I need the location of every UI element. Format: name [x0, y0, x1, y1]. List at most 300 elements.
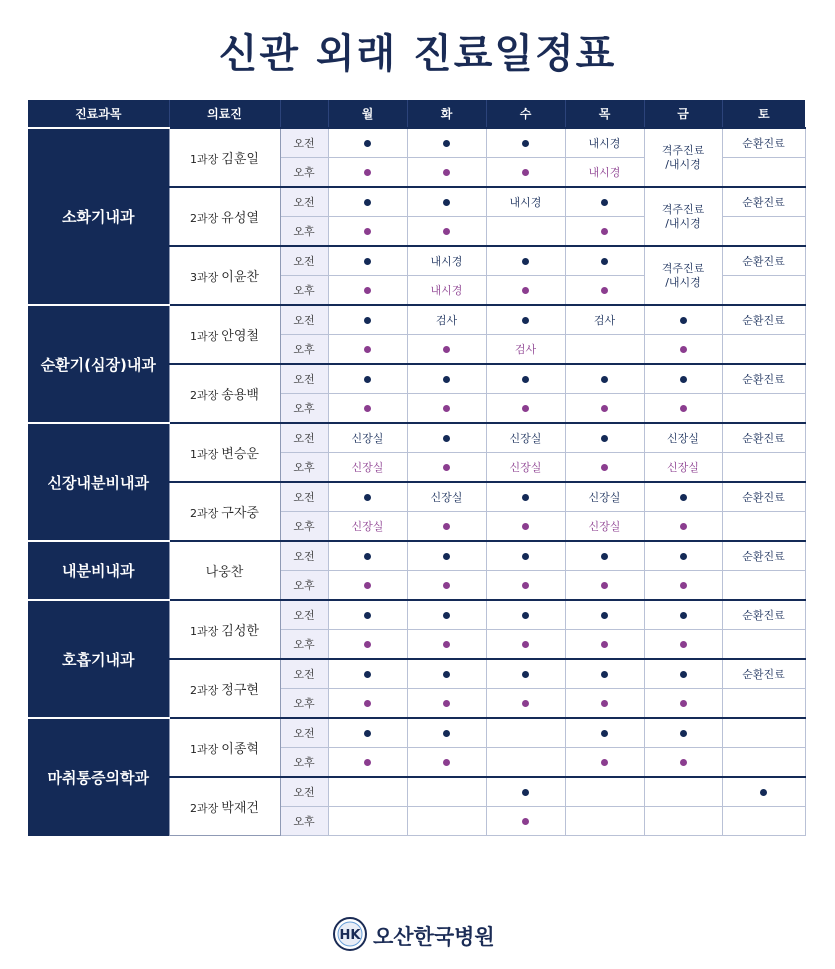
clinic-dot-icon — [364, 287, 371, 294]
schedule-cell — [722, 748, 805, 778]
clinic-dot-icon — [443, 553, 450, 560]
clinic-dot-icon — [601, 612, 608, 619]
emblem-letters: HK — [339, 928, 361, 943]
clinic-dot-icon — [522, 612, 529, 619]
time-label: 오후 — [280, 512, 328, 542]
clinic-dot-icon — [601, 700, 608, 707]
schedule-cell — [565, 423, 644, 453]
clinic-dot-icon — [522, 140, 529, 147]
schedule-cell — [328, 748, 407, 778]
time-label: 오후 — [280, 335, 328, 365]
clinic-dot-icon — [601, 287, 608, 294]
time-label: 오후 — [280, 394, 328, 424]
clinic-dot-icon — [364, 317, 371, 324]
schedule-cell — [407, 128, 486, 158]
schedule-cell — [644, 571, 722, 601]
schedule-cell — [565, 158, 644, 188]
doctor-cell — [169, 364, 280, 423]
schedule-cell — [644, 689, 722, 719]
schedule-cell — [565, 453, 644, 483]
schedule-cell — [407, 600, 486, 630]
department-name: 내분비내과 — [28, 541, 169, 600]
schedule-cell — [722, 364, 805, 394]
schedule-cell — [565, 276, 644, 306]
schedule-cell — [407, 335, 486, 365]
doctor-cell — [169, 128, 280, 187]
doctor-name: 안영철 — [221, 329, 259, 344]
clinic-dot-icon — [443, 405, 450, 412]
clinic-dot-icon — [522, 553, 529, 560]
schedule-cell — [328, 453, 407, 483]
clinic-dot-icon — [601, 228, 608, 235]
clinic-dot-icon — [443, 759, 450, 766]
schedule-cell-merged — [644, 128, 722, 187]
schedule-note: 신장실 — [588, 491, 621, 504]
schedule-cell — [722, 246, 805, 276]
clinic-dot-icon — [443, 641, 450, 648]
doctor-name: 박재건 — [221, 801, 259, 816]
schedule-cell — [486, 364, 565, 394]
doctor-cell — [169, 718, 280, 777]
schedule-cell — [644, 512, 722, 542]
schedule-cell — [565, 659, 644, 689]
clinic-dot-icon — [601, 258, 608, 265]
schedule-cell — [328, 689, 407, 719]
schedule-note: 내시경 — [588, 137, 621, 150]
schedule-cell — [565, 630, 644, 660]
schedule-cell — [644, 364, 722, 394]
schedule-cell — [644, 659, 722, 689]
hospital-name: 오산한국병원 — [373, 925, 495, 949]
schedule-cell — [407, 541, 486, 571]
schedule-cell — [328, 512, 407, 542]
schedule-cell — [565, 689, 644, 719]
clinic-dot-icon — [601, 464, 608, 471]
clinic-dot-icon — [680, 612, 687, 619]
schedule-row-am — [28, 423, 805, 453]
schedule-cell — [565, 246, 644, 276]
schedule-cell — [486, 394, 565, 424]
schedule-cell — [407, 482, 486, 512]
doctor-cell — [169, 423, 280, 482]
clinic-dot-icon — [364, 700, 371, 707]
doctor-name: 송용백 — [221, 388, 259, 403]
doctor-title: 1과장 — [190, 625, 219, 638]
doctor-cell — [169, 600, 280, 659]
schedule-row-am — [28, 305, 805, 335]
doctor-cell — [169, 305, 280, 364]
schedule-cell — [328, 541, 407, 571]
schedule-note: 신장실 — [351, 520, 384, 533]
schedule-cell — [722, 305, 805, 335]
schedule-table — [28, 100, 806, 836]
schedule-cell — [407, 453, 486, 483]
schedule-cell — [486, 512, 565, 542]
schedule-cell — [722, 659, 805, 689]
schedule-cell — [328, 187, 407, 217]
schedule-cell — [722, 689, 805, 719]
schedule-cell — [407, 423, 486, 453]
clinic-dot-icon — [601, 582, 608, 589]
clinic-dot-icon — [680, 494, 687, 501]
schedule-cell — [486, 659, 565, 689]
doctor-cell — [169, 541, 280, 600]
merged-line: /내시경 — [665, 157, 701, 171]
schedule-note: 내시경 — [430, 284, 463, 297]
clinic-dot-icon — [522, 818, 529, 825]
clinic-dot-icon — [522, 258, 529, 265]
doctor-name: 정구현 — [221, 683, 259, 698]
clinic-dot-icon — [522, 494, 529, 501]
schedule-row-am — [28, 600, 805, 630]
schedule-note: 신장실 — [509, 432, 542, 445]
schedule-cell — [328, 394, 407, 424]
schedule-note: 검사 — [514, 343, 537, 356]
schedule-note: 검사 — [435, 314, 458, 327]
schedule-cell — [407, 394, 486, 424]
clinic-dot-icon — [601, 759, 608, 766]
schedule-note: 신장실 — [667, 432, 699, 445]
clinic-dot-icon — [601, 553, 608, 560]
schedule-note: 신장실 — [351, 461, 384, 474]
clinic-dot-icon — [522, 523, 529, 530]
schedule-cell — [407, 777, 486, 807]
schedule-cell — [407, 571, 486, 601]
schedule-cell — [722, 187, 805, 217]
schedule-cell — [722, 630, 805, 660]
clinic-dot-icon — [522, 405, 529, 412]
header-cell: 목 — [565, 100, 644, 128]
clinic-dot-icon — [680, 317, 687, 324]
clinic-dot-icon — [364, 553, 371, 560]
schedule-cell — [565, 807, 644, 836]
doctor-title: 1과장 — [190, 448, 219, 461]
time-label: 오후 — [280, 807, 328, 836]
schedule-cell — [328, 158, 407, 188]
schedule-cell — [722, 423, 805, 453]
clinic-dot-icon — [364, 258, 371, 265]
doctor-cell — [169, 659, 280, 718]
schedule-cell — [407, 246, 486, 276]
clinic-dot-icon — [443, 346, 450, 353]
schedule-cell — [328, 335, 407, 365]
time-label: 오전 — [280, 541, 328, 571]
time-label: 오후 — [280, 689, 328, 719]
schedule-cell — [722, 807, 805, 836]
schedule-note: 순환진료 — [742, 668, 785, 681]
schedule-note: 순환진료 — [742, 432, 785, 445]
clinic-dot-icon — [364, 169, 371, 176]
schedule-cell — [565, 305, 644, 335]
schedule-cell — [407, 276, 486, 306]
schedule-note: 신장실 — [509, 461, 542, 474]
schedule-cell — [486, 453, 565, 483]
clinic-dot-icon — [522, 641, 529, 648]
time-label: 오후 — [280, 748, 328, 778]
merged-line: 격주진료 — [661, 143, 705, 157]
header-cell: 의료진 — [169, 100, 280, 128]
time-label: 오전 — [280, 423, 328, 453]
doctor-title: 1과장 — [190, 743, 219, 756]
time-label: 오전 — [280, 482, 328, 512]
schedule-cell — [486, 423, 565, 453]
clinic-dot-icon — [364, 494, 371, 501]
clinic-dot-icon — [364, 612, 371, 619]
schedule-cell — [644, 423, 722, 453]
header-cell: 토 — [722, 100, 805, 128]
schedule-cell — [722, 394, 805, 424]
doctor-name: 구자중 — [221, 506, 259, 521]
schedule-note: 내시경 — [588, 166, 621, 179]
schedule-cell — [328, 246, 407, 276]
schedule-note: 순환진료 — [742, 550, 785, 563]
schedule-cell — [486, 689, 565, 719]
schedule-cell — [722, 128, 805, 158]
clinic-dot-icon — [522, 582, 529, 589]
doctor-cell — [169, 246, 280, 305]
schedule-cell — [328, 659, 407, 689]
clinic-dot-icon — [680, 582, 687, 589]
time-label: 오후 — [280, 276, 328, 306]
doctor-title: 3과장 — [190, 271, 219, 284]
clinic-dot-icon — [680, 405, 687, 412]
schedule-cell — [407, 807, 486, 836]
schedule-body — [28, 128, 805, 836]
schedule-cell — [486, 807, 565, 836]
clinic-dot-icon — [680, 700, 687, 707]
schedule-cell — [565, 777, 644, 807]
clinic-dot-icon — [680, 523, 687, 530]
schedule-cell — [328, 600, 407, 630]
schedule-cell — [722, 335, 805, 365]
doctor-name: 이윤찬 — [221, 270, 259, 285]
clinic-dot-icon — [364, 405, 371, 412]
clinic-dot-icon — [680, 641, 687, 648]
doctor-name: 변승운 — [221, 447, 259, 462]
time-label: 오전 — [280, 600, 328, 630]
schedule-note: 순환진료 — [742, 491, 785, 504]
schedule-cell — [328, 217, 407, 247]
schedule-cell — [565, 128, 644, 158]
doctor-name: 김성한 — [221, 624, 259, 639]
header-row — [28, 100, 805, 128]
header-cell — [280, 100, 328, 128]
schedule-cell — [486, 305, 565, 335]
doctor-cell — [169, 187, 280, 246]
schedule-cell — [407, 158, 486, 188]
schedule-cell — [565, 217, 644, 247]
schedule-cell — [486, 158, 565, 188]
schedule-cell-merged — [644, 187, 722, 246]
schedule-cell — [486, 630, 565, 660]
schedule-cell — [722, 512, 805, 542]
schedule-cell — [486, 571, 565, 601]
schedule-cell — [644, 807, 722, 836]
schedule-cell — [722, 541, 805, 571]
clinic-dot-icon — [443, 612, 450, 619]
schedule-cell — [565, 335, 644, 365]
clinic-dot-icon — [522, 671, 529, 678]
schedule-cell — [722, 453, 805, 483]
schedule-cell — [328, 364, 407, 394]
time-label: 오전 — [280, 659, 328, 689]
schedule-cell — [328, 718, 407, 748]
schedule-note: 순환진료 — [742, 196, 785, 209]
clinic-dot-icon — [522, 376, 529, 383]
clinic-dot-icon — [522, 700, 529, 707]
doctor-cell — [169, 777, 280, 836]
schedule-cell — [407, 512, 486, 542]
merged-line: /내시경 — [665, 216, 701, 230]
doctor-name: 유성열 — [221, 211, 259, 226]
schedule-cell — [565, 541, 644, 571]
clinic-dot-icon — [443, 228, 450, 235]
schedule-cell — [486, 217, 565, 247]
clinic-dot-icon — [364, 228, 371, 235]
merged-line: /내시경 — [665, 275, 701, 289]
clinic-dot-icon — [601, 671, 608, 678]
clinic-dot-icon — [443, 435, 450, 442]
schedule-cell — [722, 718, 805, 748]
schedule-cell — [722, 777, 805, 807]
department-name: 신장내분비내과 — [28, 423, 169, 541]
schedule-cell — [486, 187, 565, 217]
time-label: 오전 — [280, 128, 328, 158]
schedule-note: 신장실 — [588, 520, 621, 533]
doctor-title: 2과장 — [190, 212, 219, 225]
time-label: 오전 — [280, 305, 328, 335]
clinic-dot-icon — [760, 789, 767, 796]
doctor-title: 1과장 — [190, 330, 219, 343]
doctor-name: 나웅찬 — [205, 565, 244, 580]
schedule-cell — [407, 305, 486, 335]
clinic-dot-icon — [601, 199, 608, 206]
time-label: 오전 — [280, 718, 328, 748]
schedule-cell — [644, 718, 722, 748]
schedule-cell — [644, 777, 722, 807]
clinic-dot-icon — [522, 169, 529, 176]
schedule-cell — [565, 364, 644, 394]
schedule-cell — [565, 600, 644, 630]
schedule-cell — [644, 748, 722, 778]
time-label: 오전 — [280, 246, 328, 276]
time-label: 오전 — [280, 364, 328, 394]
schedule-cell — [486, 748, 565, 778]
schedule-cell — [486, 335, 565, 365]
schedule-cell — [644, 541, 722, 571]
clinic-dot-icon — [443, 730, 450, 737]
clinic-dot-icon — [680, 376, 687, 383]
clinic-dot-icon — [364, 641, 371, 648]
schedule-cell — [328, 777, 407, 807]
schedule-cell — [722, 276, 805, 306]
schedule-cell — [407, 630, 486, 660]
schedule-cell — [565, 187, 644, 217]
header-cell: 화 — [407, 100, 486, 128]
schedule-cell — [644, 453, 722, 483]
header-cell: 수 — [486, 100, 565, 128]
doctor-name: 이종혁 — [221, 742, 259, 757]
schedule-cell — [644, 335, 722, 365]
schedule-note: 신장실 — [351, 432, 384, 445]
clinic-dot-icon — [443, 199, 450, 206]
schedule-cell — [722, 600, 805, 630]
clinic-dot-icon — [601, 376, 608, 383]
schedule-cell — [565, 748, 644, 778]
clinic-dot-icon — [364, 346, 371, 353]
clinic-dot-icon — [364, 730, 371, 737]
schedule-cell — [486, 482, 565, 512]
schedule-cell — [407, 659, 486, 689]
clinic-dot-icon — [364, 582, 371, 589]
schedule-cell — [328, 305, 407, 335]
clinic-dot-icon — [443, 464, 450, 471]
clinic-dot-icon — [522, 789, 529, 796]
schedule-note: 순환진료 — [742, 314, 785, 327]
schedule-cell — [407, 217, 486, 247]
schedule-note: 순환진료 — [742, 609, 785, 622]
schedule-note: 신장실 — [430, 491, 463, 504]
department-name: 마취통증의학과 — [28, 718, 169, 836]
clinic-dot-icon — [443, 700, 450, 707]
doctor-title: 2과장 — [190, 684, 219, 697]
schedule-cell — [644, 600, 722, 630]
schedule-note: 순환진료 — [742, 255, 785, 268]
schedule-cell — [328, 423, 407, 453]
department-name: 소화기내과 — [28, 128, 169, 305]
clinic-dot-icon — [680, 671, 687, 678]
schedule-row-am — [28, 541, 805, 571]
clinic-dot-icon — [680, 553, 687, 560]
schedule-note: 내시경 — [509, 196, 542, 209]
schedule-note: 순환진료 — [742, 373, 785, 386]
schedule-cell — [328, 276, 407, 306]
clinic-dot-icon — [443, 169, 450, 176]
clinic-dot-icon — [443, 140, 450, 147]
schedule-cell — [722, 217, 805, 247]
clinic-dot-icon — [601, 405, 608, 412]
clinic-dot-icon — [364, 759, 371, 766]
schedule-cell — [407, 689, 486, 719]
time-label: 오후 — [280, 630, 328, 660]
schedule-cell — [565, 482, 644, 512]
schedule-note: 내시경 — [430, 255, 463, 268]
schedule-cell — [644, 630, 722, 660]
schedule-cell — [565, 718, 644, 748]
schedule-cell-merged — [644, 246, 722, 305]
header-cell: 금 — [644, 100, 722, 128]
clinic-dot-icon — [364, 199, 371, 206]
clinic-dot-icon — [443, 671, 450, 678]
schedule-cell — [722, 571, 805, 601]
schedule-cell — [565, 512, 644, 542]
schedule-cell — [486, 600, 565, 630]
department-name: 호흡기내과 — [28, 600, 169, 718]
schedule-note: 신장실 — [667, 461, 699, 474]
merged-line: 격주진료 — [661, 202, 705, 216]
schedule-cell — [407, 187, 486, 217]
clinic-dot-icon — [522, 317, 529, 324]
page-title: 신관 외래 진료일정표 — [218, 31, 617, 77]
clinic-dot-icon — [443, 582, 450, 589]
time-label: 오후 — [280, 158, 328, 188]
time-label: 오후 — [280, 217, 328, 247]
schedule-cell — [722, 482, 805, 512]
time-label: 오후 — [280, 571, 328, 601]
time-label: 오전 — [280, 187, 328, 217]
schedule-cell — [328, 630, 407, 660]
doctor-title: 2과장 — [190, 802, 219, 815]
